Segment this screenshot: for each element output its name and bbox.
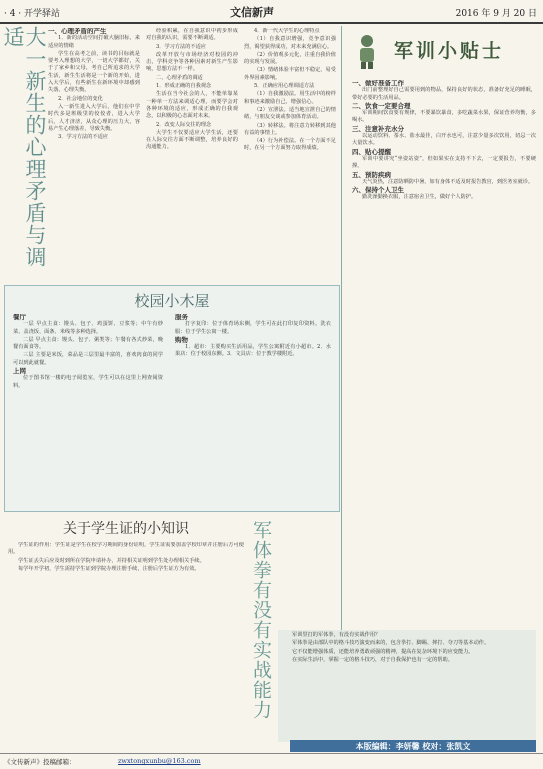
page-footer (0, 753, 543, 769)
footer-label: 《文传新声》投稿邮箱： (4, 758, 76, 766)
feature-paragraph: 1．形成正确的自我观念 (156, 83, 212, 90)
tip-heading: 二、饮食一定要合理 (352, 101, 411, 110)
shop-body: 位于图书馆一楼的电子阅览室，学生可以在这里上网查阅资料。 (13, 375, 163, 389)
feature-paragraph: 经验积累，在自我意识中初步形成对自我的认识，需要不断调适。 (146, 28, 238, 42)
tip-heading: 三、注意补充水分 (352, 124, 404, 133)
feature-column-2 (146, 28, 238, 280)
feature-paragraph: 改革开放与市场经济对校园的冲击，学科竞争等各种因素对新生产生影响，思想方法不一样。 (146, 51, 238, 73)
shop-heading: 购物 (175, 335, 188, 344)
feature-paragraph: （1）自我激励法。用生活中的榜样和事迹来激励自己，增强信心。 (244, 91, 336, 105)
tip-heading: 六、保持个人卫生 (352, 186, 404, 195)
editor-bar: 本版编辑：李妍馨 校对：张凯文 (290, 740, 536, 752)
feature-paragraph: 3．学习方法的不适应 (58, 134, 108, 141)
tip-body: 勤洗澡勤换衣服，注意宿舍卫生，做好个人防护。 (362, 194, 477, 201)
feature-title: 大一新生的心理矛盾与调适 (1, 26, 47, 268)
knowledge-title: 关于学生证的小知识 (63, 521, 189, 537)
shop-heading: 餐厅 (13, 314, 26, 321)
feature-paragraph: （3）情绪体验丰富但不稳定，易受外界因素影响。 (244, 67, 336, 81)
footer-email-link[interactable]: zwxtongxunbu@163.com (118, 757, 201, 765)
tip-body: 军训中要讲究“坐姿站姿”，但如果实在支持不下去，一定要报告，不要硬撑。 (352, 155, 536, 170)
issue-date: 2016 年 9 月 20 日 (455, 9, 537, 19)
tip-body: 出门前整理好自己需要用到的物品，保持良好的状态，准备好充足的睡眠，带好必要的生活用品。 (352, 87, 536, 101)
feature-paragraph: 学生在高考之前，读书的目标就是要考入理想的大学，一切大学都好，关于了家乡和父母，考自己所追求的大学生活，新生生活将是一个新的开始，进入大学后，有些新生在新环境中却感到失落，心理失衡。 (48, 50, 140, 94)
shop-right-column (175, 314, 331, 504)
feature-paragraph: 3．学习方法的不适应 (156, 43, 206, 50)
feature-paragraph: （2）宣泄法。适当地宣泄自己的情绪，与朋友交谈或参加体育活动。 (244, 106, 336, 121)
martial-paragraph: 在实际生活中，掌握一定的格斗技巧，对于自我保护也有一定的帮助。 (292, 656, 453, 663)
feature-col1-heading: 一、心理矛盾的产生 (48, 28, 107, 35)
tip-heading: 五、预防疾病 (352, 170, 391, 179)
page-section: · 4 · 开学驿站 (4, 9, 61, 19)
column-divider (341, 26, 342, 654)
knowledge-paragraph: 学生证的作用：学生证是学生在校学习期间的身份证明，学生证需要加盖学校印章并注册后方可使用。 (8, 542, 244, 556)
feature-paragraph: 4．新一代大学生的心理特点 (254, 28, 320, 34)
shop-left-column (13, 314, 163, 504)
feature-column-3 (244, 28, 336, 280)
shop-heading: 服务 (175, 314, 188, 321)
tips-title: 军训小贴士 (394, 40, 505, 62)
shop-body: 一层 早点主食：馒头、包子、鸡蛋饼、豆浆等；中午有炒菜、盖浇饭、面条、米线等多种选择。 (13, 321, 163, 335)
shop-heading: 上网 (13, 367, 26, 376)
tip-heading: 一、做好准备工作 (352, 80, 404, 87)
feature-paragraph: （2）价值观多元化，注重自我价值的实现与发展。 (244, 51, 336, 66)
knowledge-paragraph: 每学年开学初，学生需持学生证到学院办理注册手续，注册后学生证方为有效。 (18, 565, 200, 572)
feature-paragraph: 大学生不仅要适应大学生活，还要在人际交往方面不断调整，培养良好的沟通能力。 (146, 129, 238, 151)
feature-paragraph: 入一新生进入大学后，他们在中学时代多是班级里的佼佼者，进入大学后，人才济济，从众心理的压力大，容易产生心理落差，导致失衡。 (48, 103, 140, 132)
soldier-icon (350, 32, 384, 70)
paper-name: 文信新声 (230, 6, 274, 19)
feature-paragraph: （1）自我意识增强，竞争意识强烈，渴望获得成功，对未来充满信心。 (244, 36, 336, 50)
feature-paragraph: 二、心理矛盾的调适 (156, 74, 203, 81)
tip-body: 以运动饮料、茶水、盐水最佳，白开水也可，注意少量多次饮用，切忌一次大量饮水。 (352, 133, 536, 147)
knowledge-body (8, 542, 244, 748)
feature-paragraph: （3）转移法。将注意力转移到其他有益的事情上。 (244, 122, 336, 136)
feature-paragraph: 2．社会地位的变化 (58, 95, 103, 102)
tip-heading: 四、贴心提醒 (352, 147, 391, 156)
martial-paragraph: 军训里打的军体拳，有没有实战作用？ (292, 632, 381, 638)
shop-body: 打字复印：位于体育场东侧，学生可在此打印复印资料。洗衣服：位于学生公寓一楼。 (175, 321, 331, 335)
tips-header (350, 28, 538, 76)
tip-body: 天气炎热，注意防晒防中暑，如有身体不适及时报告教官，到医务室就诊。 (362, 178, 534, 185)
shop-title: 校园小木屋 (134, 292, 210, 310)
knowledge-section (4, 516, 248, 752)
feature-paragraph: （4）行为补偿法。在一个方面不足时，在另一个方面努力取得成绩。 (244, 138, 336, 152)
shop-body: 三层 主要是米饭，菜品是三层里最丰富的，喜欢肉食的同学可以到此就餐。 (13, 352, 163, 366)
tips-column (352, 80, 536, 628)
shop-body: 二层 早点主食：馒头、包子、粥类等；午餐有各式炒菜，晚餐有面食等。 (13, 336, 163, 351)
feature-paragraph: 生活在当今社会的人，不能单靠某一种单一方法来调适心理，而要学会对各种环境的适应，形成正确的自我观念，以积极的心态面对未来。 (146, 91, 238, 120)
page-header (0, 0, 543, 24)
martial-title: 军体拳有没有实战能力 (250, 520, 272, 720)
feature-paragraph: 5．正确应用心理调适方法 (254, 83, 315, 90)
shop-box (4, 285, 340, 512)
martial-paragraph: 它不仅能增强体质，还能培养勇敢顽强的精神，提高在复杂环境下的应变能力。 (292, 648, 474, 655)
tip-body: 军训期间饮食要有规律，不要暴饮暴食，多吃蔬菜水果，保证营养均衡，多喝水。 (352, 110, 536, 124)
knowledge-paragraph: 学生证丢失后应及时到所在学院申请补办，并持相关证明到学生处办理相关手续。 (18, 557, 205, 564)
shop-body: 1．超市：主要购买生活用品，学生公寓附近有小超市。2．水果店：位于校园东侧。3．文具店：位于教学楼附近。 (175, 344, 331, 358)
feature-paragraph: 2．改变人际交往的理念 (156, 121, 212, 128)
feature-column-1 (48, 28, 140, 280)
feature-paragraph: 1．新的活动空间打破大脑旧标，来适应的情绪 (48, 35, 140, 49)
martial-paragraph: 军体拳是由部队中的格斗技巧演变而来的，包含拳打、脚踢、摔打、夺刀等基本动作。 (292, 640, 490, 647)
martial-body (278, 630, 536, 742)
